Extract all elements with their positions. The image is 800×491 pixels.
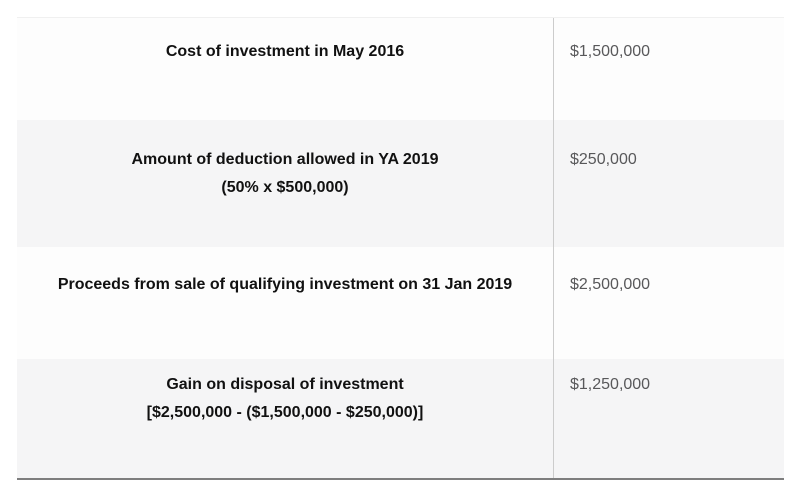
row-label: Proceeds from sale of qualifying investment on 31 Jan 2019	[57, 276, 513, 293]
row-value: $1,500,000	[570, 43, 651, 60]
row-label-cell	[17, 359, 553, 478]
row-value: $1,250,000	[570, 376, 651, 393]
row-label: Cost of investment in May 2016	[165, 43, 405, 60]
table-row	[17, 359, 784, 478]
row-label-cell	[17, 120, 553, 247]
row-value: $250,000	[570, 151, 637, 168]
row-value-cell	[553, 359, 784, 478]
table-row	[17, 120, 784, 247]
row-value: $2,500,000	[570, 276, 651, 293]
investment-calculation-table	[17, 17, 784, 480]
row-sublabel: (50% x $500,000)	[221, 179, 349, 196]
row-value-cell	[553, 247, 784, 359]
row-label: Amount of deduction allowed in YA 2019	[131, 151, 439, 168]
row-label-cell	[17, 18, 553, 120]
row-label: Gain on disposal of investment	[166, 376, 404, 393]
row-value-cell	[553, 120, 784, 247]
table-row	[17, 247, 784, 359]
table-row	[17, 18, 784, 120]
row-sublabel: [$2,500,000 - ($1,500,000 - $250,000)]	[146, 404, 424, 421]
row-value-cell	[553, 18, 784, 120]
row-label-cell	[17, 247, 553, 359]
